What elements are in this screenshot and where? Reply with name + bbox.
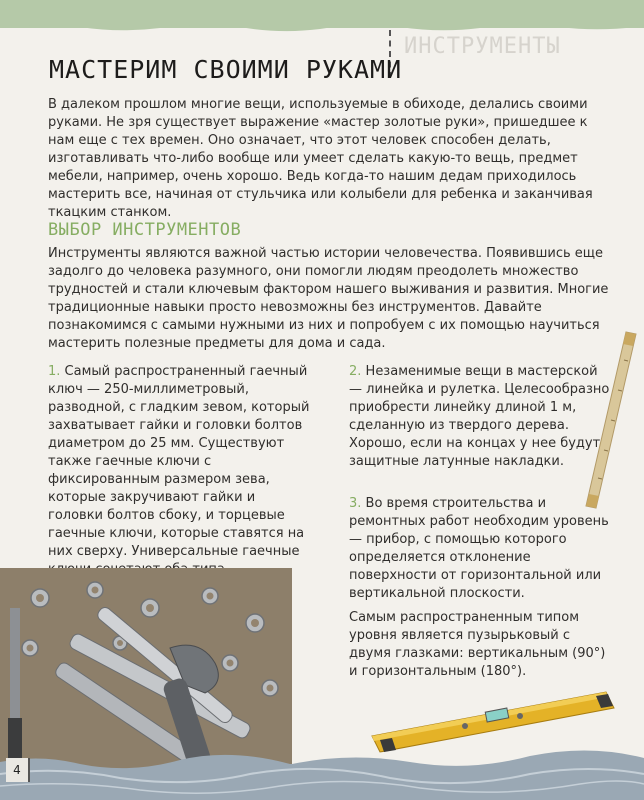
item-1-text: Самый распространенный гаечный ключ — 250-миллиметровый, разводной, с гладким зевом, который захватывает гайки и головки болтов диаметром до 25 мм. Существуют также гаечные ключи с фиксированным размером зева, которые закручивают гайки и головки болтов сбоку, и торцевые гаечные ключи, которые ставятся на них сверху. Универсальные гаечные: [48, 364, 310, 559]
tools-paragraph: Инструменты являются важной частью истории человечества. Появившись еще задолго до человека разумного, они помогли людям преодолеть множество трудностей и стали ключевым фактором нашего выживания и развития. Многие традиционные навыки просто невозможны без инструментов. Давайте познакомимся с самыми нужными из них и попробуем с их помощью научиться мастерить полезные предметы для дома и сада.: [48, 246, 609, 351]
item-3-number: 3.: [349, 496, 362, 511]
ghost-background-title: ИНСТРУМЕНТЫ: [404, 34, 561, 59]
bottom-wave-decor: [0, 744, 644, 800]
item-2-number: 2.: [349, 364, 362, 379]
top-decor-band: [0, 0, 644, 28]
item-2-paragraph: [349, 363, 611, 471]
intro-paragraph: В далеком прошлом многие вещи, используемые в обиходе, делались своими руками. Не зря существует выражение «мастер золотые руки», пришедшее к нам еще с тех времен. Оно означает, что этот человек способен делать, изготавливать что-либо вообще или умеет сделать какую-то вещь, предмет мебели, например, очень хорошо. Ведь когда-то нашим дедам приходилось мастерить все, начиная от стульчика или колыбели для ребенка и заканчивая ткацким станком.: [48, 97, 593, 220]
wooden-ruler-image: [576, 330, 644, 510]
title-box: [37, 30, 403, 84]
page-title: МАСТЕРИМ СВОИМИ РУКАМИ: [49, 54, 403, 84]
item-1-paragraph: [48, 363, 310, 579]
section-heading-tools: ВЫБОР ИНСТРУМЕНТОВ: [48, 220, 242, 240]
item-3-paragraph: [349, 495, 611, 603]
item-2-text: Незаменимые вещи в мастерской — линейка и рулетка. Целесообразно приобрести линейку длиной 1 м, сделанную из твердого дерева. Хорошо, если на концах у нее будут защитные латунные накладки.: [349, 364, 610, 469]
item-1-number: 1.: [48, 364, 61, 379]
page-number: 4: [6, 758, 30, 782]
level-note-paragraph: Самым распространенным типом уровня является пузырьковый с двумя глазками: вертикальным (90°) и горизонтальным (180°).: [349, 610, 606, 679]
item-3-text: Во время строительства и ремонтных работ необходим уровень — прибор, с помощью которого определяется отклонение поверхности от горизонтальной или вертикальной плоскости.: [349, 496, 609, 601]
